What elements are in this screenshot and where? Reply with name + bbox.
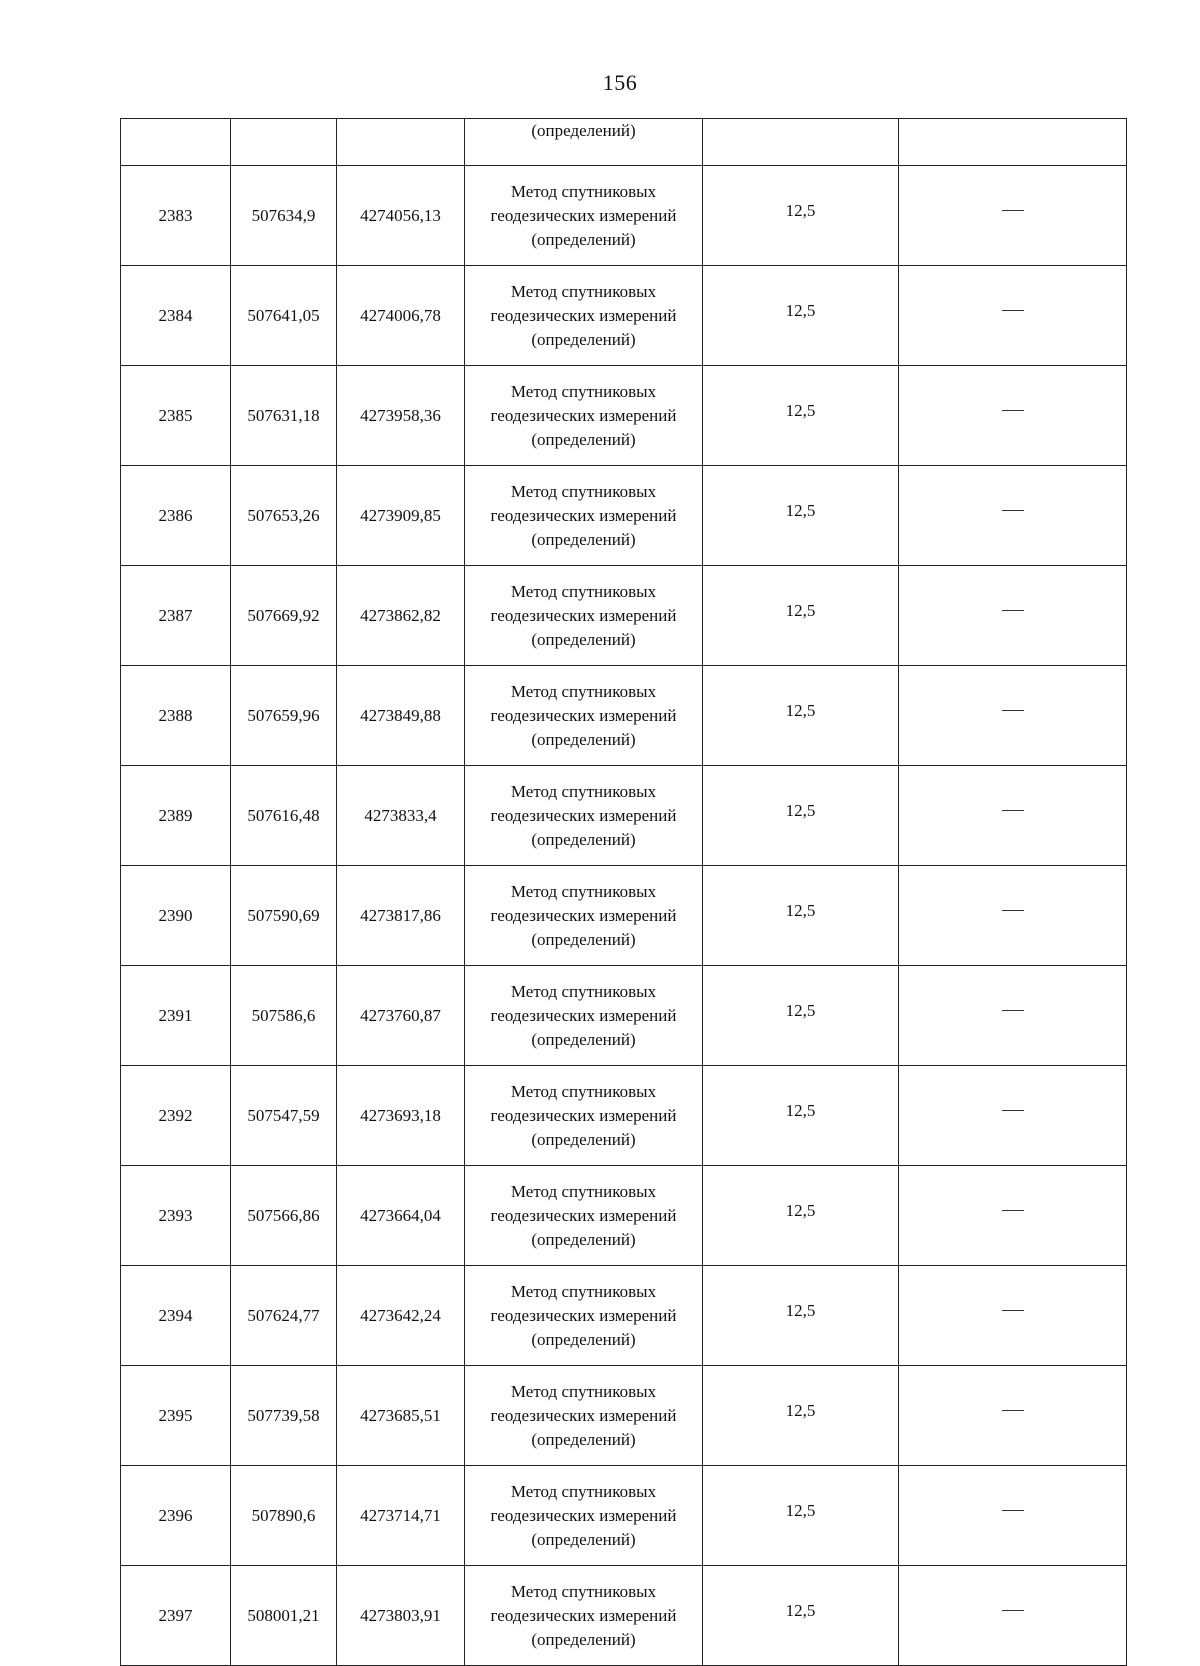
method-line: (определений)	[531, 1529, 636, 1549]
y-coordinate-cell: 4273849,88	[337, 666, 465, 766]
accuracy-cell: 12,5	[703, 566, 899, 666]
page-number: 156	[602, 70, 638, 95]
accuracy-cell: 12,5	[703, 1366, 899, 1466]
method-line: (определений)	[531, 629, 636, 649]
method-line: (определений)	[531, 229, 636, 249]
x-coordinate-cell: 507653,26	[231, 466, 337, 566]
method-cell	[465, 1566, 703, 1666]
dash-mark	[1002, 610, 1024, 611]
point-number-cell: 2392	[121, 1066, 231, 1166]
method-cell	[465, 1066, 703, 1166]
method-line: Метод спутниковых	[510, 181, 657, 201]
method-line: (определений)	[531, 429, 636, 449]
method-line: геодезических измерений	[490, 605, 677, 625]
table-body	[121, 119, 1127, 1666]
point-number-cell: 2395	[121, 1366, 231, 1466]
x-coordinate-cell: 507641,05	[231, 266, 337, 366]
method-line: (определений)	[531, 529, 636, 549]
point-number-cell: 2384	[121, 266, 231, 366]
y-coordinate-cell: 4273664,04	[337, 1166, 465, 1266]
method-line: (определений)	[531, 1629, 636, 1649]
table-row	[121, 466, 1127, 566]
x-coordinate-cell: 508001,21	[231, 1566, 337, 1666]
method-line: Метод спутниковых	[510, 381, 657, 401]
table-row	[121, 1366, 1127, 1466]
carry-cell-method: (определений)	[465, 119, 703, 166]
x-coordinate-cell: 507547,59	[231, 1066, 337, 1166]
method-line: геодезических измерений	[490, 1205, 677, 1225]
table-row	[121, 266, 1127, 366]
point-number-cell: 2383	[121, 166, 231, 266]
note-cell	[899, 866, 1127, 966]
y-coordinate-cell: 4273817,86	[337, 866, 465, 966]
point-number-cell: 2385	[121, 366, 231, 466]
accuracy-cell: 12,5	[703, 266, 899, 366]
x-coordinate-cell: 507566,86	[231, 1166, 337, 1266]
table-row	[121, 1266, 1127, 1366]
method-line: геодезических измерений	[490, 505, 677, 525]
y-coordinate-cell: 4273958,36	[337, 366, 465, 466]
y-coordinate-cell: 4273803,91	[337, 1566, 465, 1666]
table-row	[121, 166, 1127, 266]
point-number-cell: 2391	[121, 966, 231, 1066]
note-cell	[899, 1466, 1127, 1566]
method-cell	[465, 466, 703, 566]
note-cell	[899, 666, 1127, 766]
x-coordinate-cell: 507590,69	[231, 866, 337, 966]
dash-mark	[1002, 310, 1024, 311]
method-cell	[465, 1166, 703, 1266]
x-coordinate-cell: 507616,48	[231, 766, 337, 866]
method-line: Метод спутниковых	[510, 781, 657, 801]
accuracy-cell: 12,5	[703, 1066, 899, 1166]
method-cell	[465, 166, 703, 266]
method-line: геодезических измерений	[490, 1005, 677, 1025]
x-coordinate-cell: 507739,58	[231, 1366, 337, 1466]
method-line: геодезических измерений	[490, 1505, 677, 1525]
method-line: (определений)	[531, 1029, 636, 1049]
method-line: Метод спутниковых	[510, 1481, 657, 1501]
coordinates-table	[120, 118, 1127, 1666]
x-coordinate-cell: 507631,18	[231, 366, 337, 466]
dash-mark	[1002, 910, 1024, 911]
table-row	[121, 1466, 1127, 1566]
method-line: (определений)	[531, 929, 636, 949]
method-cell	[465, 766, 703, 866]
method-line: геодезических измерений	[490, 305, 677, 325]
method-line: (определений)	[531, 829, 636, 849]
method-cell	[465, 666, 703, 766]
point-number-cell: 2390	[121, 866, 231, 966]
method-line: (определений)	[531, 1229, 636, 1249]
method-line: геодезических измерений	[490, 205, 677, 225]
dash-mark	[1002, 1110, 1024, 1111]
y-coordinate-cell: 4273685,51	[337, 1366, 465, 1466]
method-line: Метод спутниковых	[510, 581, 657, 601]
table-row	[121, 866, 1127, 966]
y-coordinate-cell: 4274006,78	[337, 266, 465, 366]
note-cell	[899, 566, 1127, 666]
table-row	[121, 1066, 1127, 1166]
table-row	[121, 666, 1127, 766]
note-cell	[899, 266, 1127, 366]
method-line: Метод спутниковых	[510, 1281, 657, 1301]
table-row	[121, 1566, 1127, 1666]
method-line: (определений)	[531, 329, 636, 349]
dash-mark	[1002, 1210, 1024, 1211]
x-coordinate-cell: 507586,6	[231, 966, 337, 1066]
method-cell	[465, 1466, 703, 1566]
table-row	[121, 366, 1127, 466]
method-line: Метод спутниковых	[510, 1581, 657, 1601]
point-number-cell: 2396	[121, 1466, 231, 1566]
note-cell	[899, 366, 1127, 466]
accuracy-cell: 12,5	[703, 1266, 899, 1366]
method-line: (определений)	[531, 1129, 636, 1149]
point-number-cell: 2386	[121, 466, 231, 566]
accuracy-cell: 12,5	[703, 1166, 899, 1266]
note-cell	[899, 1366, 1127, 1466]
dash-mark	[1002, 210, 1024, 211]
accuracy-cell: 12,5	[703, 866, 899, 966]
point-number-cell: 2397	[121, 1566, 231, 1666]
y-coordinate-cell: 4273909,85	[337, 466, 465, 566]
method-cell	[465, 1266, 703, 1366]
method-line: Метод спутниковых	[510, 881, 657, 901]
table-row	[121, 966, 1127, 1066]
dash-mark	[1002, 710, 1024, 711]
table-row	[121, 1166, 1127, 1266]
method-cell	[465, 366, 703, 466]
method-cell	[465, 1366, 703, 1466]
point-number-cell: 2394	[121, 1266, 231, 1366]
method-line: Метод спутниковых	[510, 481, 657, 501]
accuracy-cell: 12,5	[703, 966, 899, 1066]
note-cell	[899, 466, 1127, 566]
carry-cell-note	[899, 119, 1127, 166]
x-coordinate-cell: 507659,96	[231, 666, 337, 766]
x-coordinate-cell: 507634,9	[231, 166, 337, 266]
carry-cell-point	[121, 119, 231, 166]
note-cell	[899, 1566, 1127, 1666]
note-cell	[899, 166, 1127, 266]
table-row	[121, 766, 1127, 866]
carry-cell-accuracy	[703, 119, 899, 166]
carry-cell-y	[337, 119, 465, 166]
dash-mark	[1002, 410, 1024, 411]
dash-mark	[1002, 510, 1024, 511]
method-line: геодезических измерений	[490, 1405, 677, 1425]
note-cell	[899, 766, 1127, 866]
accuracy-cell: 12,5	[703, 366, 899, 466]
dash-mark	[1002, 1010, 1024, 1011]
dash-mark	[1002, 1310, 1024, 1311]
note-cell	[899, 1266, 1127, 1366]
x-coordinate-cell: 507890,6	[231, 1466, 337, 1566]
method-line: Метод спутниковых	[510, 981, 657, 1001]
y-coordinate-cell: 4273714,71	[337, 1466, 465, 1566]
dash-mark	[1002, 1610, 1024, 1611]
method-line: Метод спутниковых	[510, 1381, 657, 1401]
method-cell	[465, 266, 703, 366]
method-line: (определений)	[531, 1429, 636, 1449]
y-coordinate-cell: 4273862,82	[337, 566, 465, 666]
method-line: Метод спутниковых	[510, 1181, 657, 1201]
method-line: (определений)	[531, 729, 636, 749]
method-line: геодезических измерений	[490, 805, 677, 825]
note-cell	[899, 966, 1127, 1066]
accuracy-cell: 12,5	[703, 1466, 899, 1566]
table-row	[121, 566, 1127, 666]
method-line: геодезических измерений	[490, 405, 677, 425]
point-number-cell: 2387	[121, 566, 231, 666]
method-cell	[465, 566, 703, 666]
method-line: геодезических измерений	[490, 905, 677, 925]
carry-cell-x	[231, 119, 337, 166]
accuracy-cell: 12,5	[703, 766, 899, 866]
dash-mark	[1002, 1410, 1024, 1411]
method-line: геодезических измерений	[490, 1305, 677, 1325]
method-line: Метод спутниковых	[510, 281, 657, 301]
carry-over-row	[121, 119, 1127, 166]
method-line: Метод спутниковых	[510, 1081, 657, 1101]
y-coordinate-cell: 4273693,18	[337, 1066, 465, 1166]
point-number-cell: 2389	[121, 766, 231, 866]
y-coordinate-cell: 4273642,24	[337, 1266, 465, 1366]
method-cell	[465, 866, 703, 966]
dash-mark	[1002, 810, 1024, 811]
x-coordinate-cell: 507669,92	[231, 566, 337, 666]
y-coordinate-cell: 4273833,4	[337, 766, 465, 866]
accuracy-cell: 12,5	[703, 466, 899, 566]
accuracy-cell: 12,5	[703, 166, 899, 266]
accuracy-cell: 12,5	[703, 1566, 899, 1666]
accuracy-cell: 12,5	[703, 666, 899, 766]
dash-mark	[1002, 1510, 1024, 1511]
method-line: геодезических измерений	[490, 1105, 677, 1125]
point-number-cell: 2388	[121, 666, 231, 766]
note-cell	[899, 1166, 1127, 1266]
method-line: (определений)	[531, 1329, 636, 1349]
method-line: геодезических измерений	[490, 705, 677, 725]
y-coordinate-cell: 4274056,13	[337, 166, 465, 266]
point-number-cell: 2393	[121, 1166, 231, 1266]
method-cell	[465, 966, 703, 1066]
note-cell	[899, 1066, 1127, 1166]
x-coordinate-cell: 507624,77	[231, 1266, 337, 1366]
y-coordinate-cell: 4273760,87	[337, 966, 465, 1066]
method-line: Метод спутниковых	[510, 681, 657, 701]
method-line: геодезических измерений	[490, 1605, 677, 1625]
